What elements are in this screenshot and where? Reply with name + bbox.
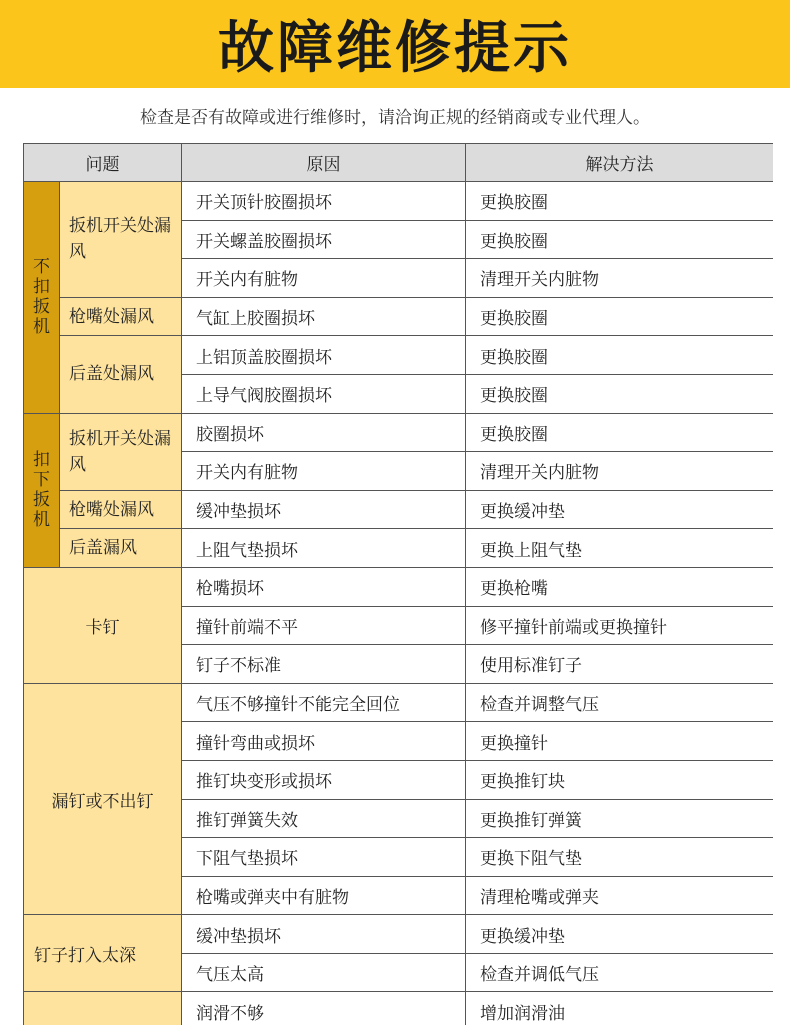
cause-cell: 下阻气垫损坏 [182,838,466,877]
solution-cell: 更换胶圈 [466,374,774,413]
solution-cell: 更换胶圈 [466,336,774,375]
group-nail-too-deep: 钉子打入太深 [24,915,182,992]
cause-cell: 开关螺盖胶圈损坏 [182,220,466,259]
solution-cell: 更换推钉块 [466,760,774,799]
table-row [24,297,774,336]
cause-cell: 气压太高 [182,953,466,992]
solution-cell: 检查并调整气压 [466,683,774,722]
solution-cell: 更换缓冲垫 [466,915,774,954]
solution-cell: 更换胶圈 [466,182,774,221]
cause-cell: 推钉弹簧失效 [182,799,466,838]
group-missing-nails: 漏钉或不出钉 [24,683,182,915]
solution-cell: 使用标准钉子 [466,645,774,684]
page-title: 故障维修提示 [218,16,572,81]
category-trigger-pressed: 扣下扳机 [24,413,60,567]
solution-cell: 更换上阻气垫 [466,529,774,568]
solution-cell: 检查并调低气压 [466,953,774,992]
group-nail-jam: 卡钉 [24,567,182,683]
table-row [24,683,774,722]
solution-cell: 修平撞针前端或更换撞针 [466,606,774,645]
solution-cell: 更换撞针 [466,722,774,761]
header-problem: 问题 [24,144,182,182]
troubleshooting-table [23,143,773,1025]
table-row [24,182,774,221]
cause-cell: 上导气阀胶圈损坏 [182,374,466,413]
cause-cell: 开关顶针胶圈损坏 [182,182,466,221]
solution-cell: 清理开关内脏物 [466,452,774,491]
category-no-trigger: 不扣扳机 [24,182,60,414]
group-cut-off [24,992,182,1025]
solution-cell: 更换下阻气垫 [466,838,774,877]
cause-cell: 钉子不标准 [182,645,466,684]
solution-cell: 更换胶圈 [466,220,774,259]
sub-nozzle-leak-2: 枪嘴处漏风 [60,490,182,529]
solution-cell: 增加润滑油 [466,992,774,1025]
cause-cell: 撞针弯曲或损坏 [182,722,466,761]
solution-cell: 清理枪嘴或弹夹 [466,876,774,915]
cause-cell: 开关内有脏物 [182,452,466,491]
cause-cell: 润滑不够 [182,992,466,1025]
solution-cell: 更换胶圈 [466,297,774,336]
cause-cell: 撞针前端不平 [182,606,466,645]
cause-cell: 缓冲垫损坏 [182,915,466,954]
solution-cell: 更换枪嘴 [466,567,774,606]
solution-cell: 更换推钉弹簧 [466,799,774,838]
sub-trigger-switch-leak-2: 扳机开关处漏风 [60,413,182,490]
troubleshooting-table-wrap [23,143,773,1025]
table-row [24,915,774,954]
subtitle: 检查是否有故障或进行维修时，请洽询正规的经销商或专业代理人。 [140,108,650,128]
table-row [24,336,774,375]
cause-cell: 枪嘴损坏 [182,567,466,606]
table-row [24,529,774,568]
table-row [24,992,774,1025]
cause-cell: 胶圈损坏 [182,413,466,452]
cause-cell: 枪嘴或弹夹中有脏物 [182,876,466,915]
header-cause: 原因 [182,144,466,182]
cause-cell: 气压不够撞针不能完全回位 [182,683,466,722]
cause-cell: 缓冲垫损坏 [182,490,466,529]
table-row [24,490,774,529]
cause-cell: 推钉块变形或损坏 [182,760,466,799]
sub-back-cover-leak: 后盖处漏风 [60,336,182,413]
table-row [24,413,774,452]
title-banner [0,0,790,88]
solution-cell: 更换胶圈 [466,413,774,452]
header-solution: 解决方法 [466,144,774,182]
sub-nozzle-leak: 枪嘴处漏风 [60,297,182,336]
table-header-row [24,144,774,182]
sub-trigger-switch-leak: 扳机开关处漏风 [60,182,182,298]
solution-cell: 清理开关内脏物 [466,259,774,298]
cause-cell: 气缸上胶圈损坏 [182,297,466,336]
sub-back-cover-leak-2: 后盖漏风 [60,529,182,568]
cause-cell: 开关内有脏物 [182,259,466,298]
solution-cell: 更换缓冲垫 [466,490,774,529]
table-row [24,567,774,606]
cause-cell: 上阻气垫损坏 [182,529,466,568]
cause-cell: 上铝顶盖胶圈损坏 [182,336,466,375]
